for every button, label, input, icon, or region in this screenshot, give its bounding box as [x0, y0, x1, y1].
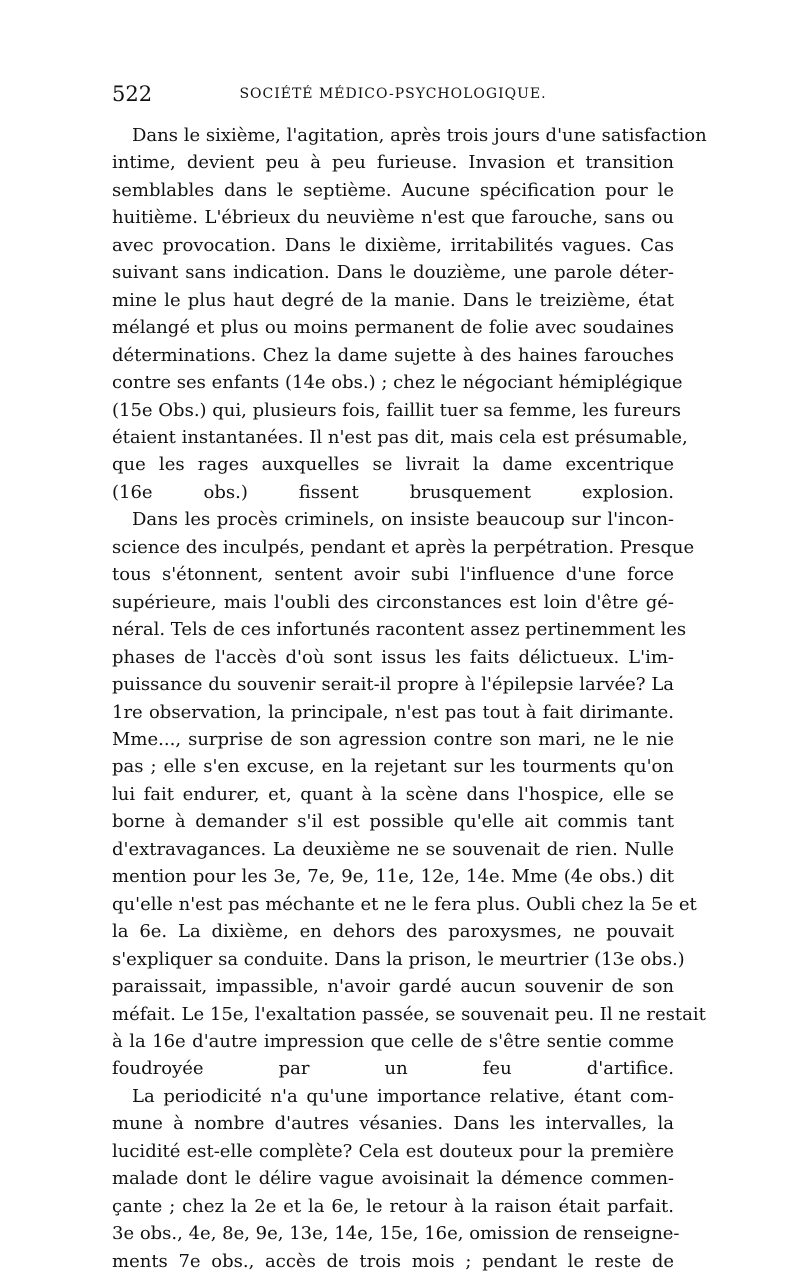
- text-line: avec provocation. Dans le dixième, irritabilités vagues. Cas: [112, 234, 674, 256]
- text-line: paraissait, impassible, n'avoir gardé aucun souvenir de son: [112, 976, 674, 998]
- text-line: Dans le sixième, l'agitation, après trois jours d'une satisfaction: [132, 125, 707, 146]
- page-number: 522: [112, 82, 153, 106]
- paragraph: [112, 1083, 680, 1275]
- text-line: contre ses enfants (14e obs.) ; chez le négociant hémiplégique: [112, 372, 683, 394]
- body-text: [112, 122, 707, 1275]
- book-page: [112, 82, 707, 1275]
- text-line: (16e obs.) fissent brusquement explosion.: [112, 481, 674, 503]
- text-line: mélangé et plus ou moins permanent de folie avec soudaines: [112, 317, 674, 339]
- text-line: déterminations. Chez la dame sujette à des haines farouches: [112, 344, 674, 366]
- text-line: suivant sans indication. Dans le douzième, une parole déter-: [112, 262, 674, 284]
- text-line: borne à demander s'il est possible qu'elle ait commis tant: [112, 811, 674, 833]
- text-line: la 6e. La dixième, en dehors des paroxysmes, ne pouvait: [112, 921, 674, 943]
- text-line: lucidité est-elle complète? Cela est douteux pour la première: [112, 1140, 674, 1162]
- text-line: étaient instantanées. Il n'est pas dit, mais cela est présumable,: [112, 426, 688, 448]
- text-line: lui fait endurer, et, quant à la scène dans l'hospice, elle se: [112, 783, 674, 805]
- text-line: mune à nombre d'autres vésanies. Dans les intervalles, la: [112, 1113, 674, 1135]
- text-line: huitième. L'ébrieux du neuvième n'est que farouche, sans ou: [112, 207, 674, 229]
- text-line: Dans les procès criminels, on insiste beaucoup sur l'incon-: [132, 509, 674, 531]
- text-line: d'extravagances. La deuxième ne se souvenait de rien. Nulle: [112, 838, 674, 860]
- text-line: Mme..., surprise de son agression contre son mari, ne le nie: [112, 728, 674, 750]
- text-line: malade dont le délire vague avoisinait la démence commen-: [112, 1168, 674, 1190]
- text-line: phases de l'accès d'où sont issus les faits délictueux. L'im-: [112, 646, 674, 668]
- running-head: SOCIÉTÉ MÉDICO-PSYCHOLOGIQUE.: [239, 86, 547, 102]
- paragraph: [112, 506, 706, 1083]
- text-line: (15e Obs.) qui, plusieurs fois, faillit tuer sa femme, les fureurs: [112, 399, 681, 421]
- text-line: mention pour les 3e, 7e, 9e, 11e, 12e, 14e. Mme (4e obs.) dit: [112, 866, 674, 888]
- text-line: çante ; chez la 2e et la 6e, le retour à la raison était parfait.: [112, 1195, 674, 1217]
- text-line: à la 16e d'autre impression que celle de s'être sentie comme: [112, 1030, 674, 1052]
- text-line: méfait. Le 15e, l'exaltation passée, se souvenait peu. Il ne restait: [112, 1003, 706, 1025]
- text-line: néral. Tels de ces infortunés racontent assez pertinemment les: [112, 619, 687, 641]
- text-line: pas ; elle s'en excuse, en la rejetant sur les tourments qu'on: [112, 756, 674, 778]
- text-line: La periodicité n'a qu'une importance relative, étant com-: [132, 1085, 674, 1107]
- text-line: mine le plus haut degré de la manie. Dans le treizième, état: [112, 289, 674, 311]
- text-line: intime, devient peu à peu furieuse. Invasion et transition: [112, 152, 674, 174]
- text-line: science des inculpés, pendant et après la perpétration. Presque: [112, 536, 695, 558]
- text-line: que les rages auxquelles se livrait la dame excentrique: [112, 454, 674, 476]
- text-line: supérieure, mais l'oubli des circonstances est loin d'être gé-: [112, 591, 674, 613]
- paragraph: [112, 122, 707, 506]
- text-line: 3e obs., 4e, 8e, 9e, 13e, 14e, 15e, 16e, omission de renseigne-: [112, 1223, 680, 1245]
- text-line: s'expliquer sa conduite. Dans la prison, le meurtrier (13e obs.): [112, 948, 685, 970]
- text-line: puissance du souvenir serait-il propre à l'épilepsie larvée? La: [112, 674, 674, 696]
- text-line: 1re observation, la principale, n'est pas tout à fait dirimante.: [112, 701, 674, 723]
- text-line: foudroyée par un feu d'artifice.: [112, 1058, 674, 1080]
- text-line: tous s'étonnent, sentent avoir subi l'influence d'une force: [112, 564, 674, 586]
- text-line: qu'elle n'est pas méchante et ne le fera plus. Oubli chez la 5e et: [112, 893, 697, 915]
- page-header: [112, 82, 674, 122]
- text-line: ments 7e obs., accès de trois mois ; pendant le reste de: [112, 1250, 674, 1272]
- text-line: semblables dans le septième. Aucune spécification pour le: [112, 179, 674, 201]
